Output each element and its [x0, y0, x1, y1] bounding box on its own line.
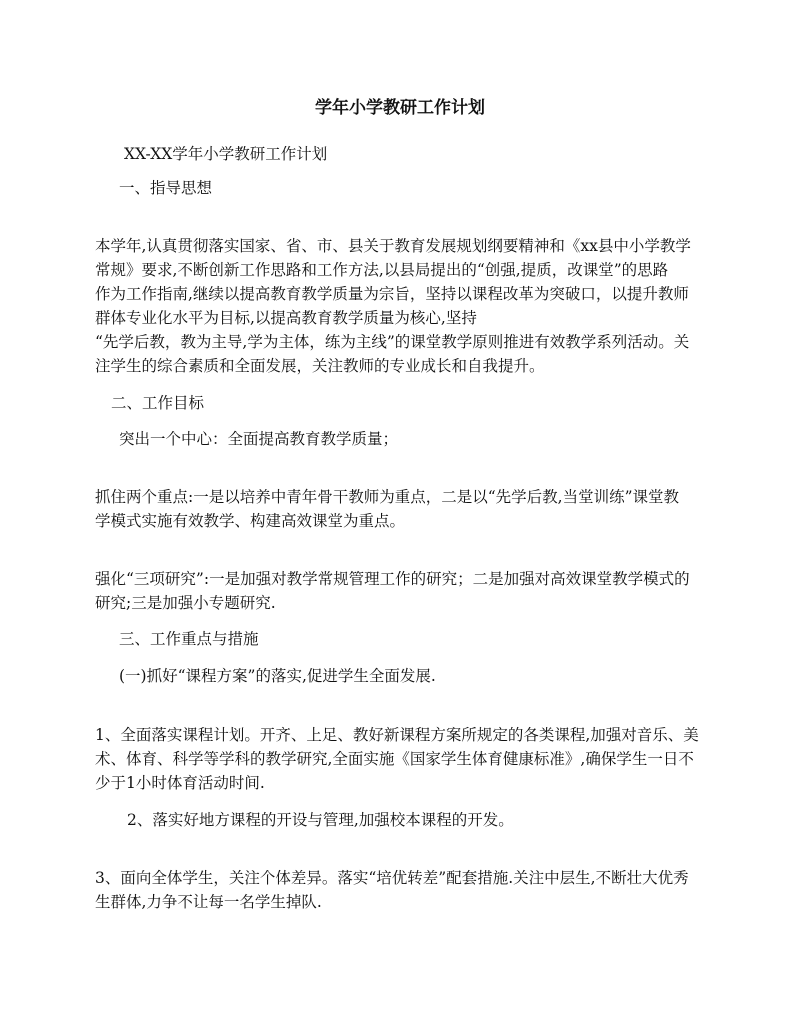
paragraph-line: 群体专业化水平为目标,以提高教育教学质量为核心,坚持: [95, 309, 477, 327]
paragraph-line: 注学生的综合素质和全面发展，关注教师的专业成长和自我提升。: [95, 357, 545, 375]
section-heading-guiding-thought: 一、指导思想: [119, 179, 213, 197]
paragraph-line: 学模式实施有效教学、构建高效课堂为重点。: [95, 512, 406, 530]
paragraph-line: 强化“三项研究”:一是加强对教学常规管理工作的研究；二是加强对高效课堂教学模式的: [95, 570, 690, 588]
section-heading-key-work: 三、工作重点与措施: [119, 630, 259, 648]
paragraph-line: 抓住两个重点:一是以培养中青年骨干教师为重点，二是以“先学后教,当堂训练”课堂教: [95, 488, 680, 506]
paragraph-line: 术、体育、科学等学科的教学研究,全面实施《国家学生体育健康标准》,确保学生一日不: [95, 750, 694, 768]
paragraph-line: 突出一个中心：全面提高教育教学质量；: [119, 430, 399, 448]
subheading: (一)抓好“课程方案”的落实,促进学生全面发展.: [119, 667, 436, 685]
paragraph-line: 2、落实好地方课程的开设与管理,加强校本课程的开发。: [127, 811, 514, 829]
paragraph-line: “先学后教，教为主导,学为主体，练为主线”的课堂教学原则推进有效教学系列活动。关: [95, 333, 690, 351]
paragraph-line: 少于1小时体育活动时间.: [95, 774, 265, 792]
paragraph-line: 生群体,力争不让每一名学生掉队.: [95, 893, 322, 911]
paragraph-line: 本学年,认真贯彻落实国家、省、市、县关于教育发展规划纲要精神和《xx县中小学教学: [95, 237, 691, 255]
section-heading-work-goals: 二、工作目标: [111, 394, 205, 412]
paragraph-line: 研究;三是加强小专题研究.: [95, 594, 276, 612]
paragraph-line: 3、面向全体学生，关注个体差异。落实“培优转差”配套措施.关注中层生,不断壮大优秀: [95, 869, 689, 887]
document-subtitle: XX-XX学年小学教研工作计划: [124, 145, 328, 163]
paragraph-line: 作为工作指南,继续以提高教育教学质量为宗旨，坚持以课程改革为突破口，以提升教师: [95, 285, 689, 303]
paragraph-line: 1、全面落实课程计划。开齐、上足、教好新课程方案所规定的各类课程,加强对音乐、美: [95, 726, 699, 744]
document-title: 学年小学教研工作计划: [315, 98, 485, 118]
paragraph-line: 常规》要求,不断创新工作思路和工作方法,以县局提出的“创强,提质，改课堂”的思路: [95, 261, 669, 279]
